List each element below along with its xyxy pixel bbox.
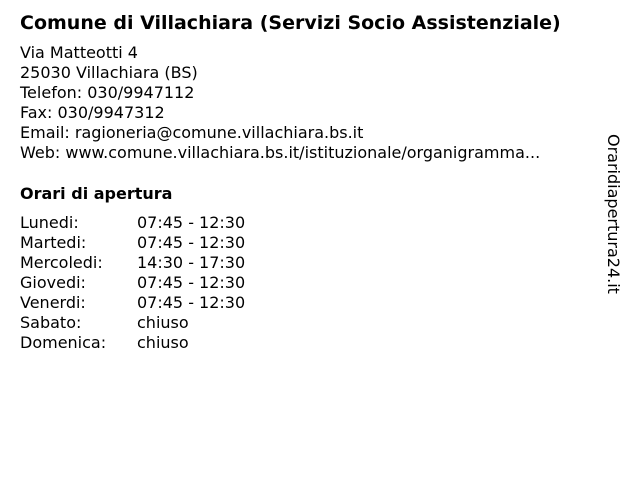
time-value: 14:30 - 17:30 [137, 253, 246, 272]
time-value: chiuso [137, 333, 189, 352]
fax-number: Fax: 030/9947312 [20, 103, 165, 122]
city-address: 25030 Villachiara (BS) [20, 63, 198, 82]
page-title: Comune di Villachiara (Servizi Socio Assistenziale) [20, 12, 561, 34]
hours-row-friday [20, 293, 320, 313]
hours-row-thursday [20, 273, 320, 293]
day-label: Martedi: [20, 233, 87, 252]
website-url: Web: www.comune.villachiara.bs.it/istituzionale/organigramma... [20, 143, 541, 162]
day-label: Sabato: [20, 313, 82, 332]
day-label: Lunedi: [20, 213, 79, 232]
day-label: Venerdi: [20, 293, 86, 312]
day-label: Mercoledi: [20, 253, 103, 272]
address-block [20, 43, 540, 163]
day-label: Domenica: [20, 333, 107, 352]
time-value: 07:45 - 12:30 [137, 213, 246, 232]
opening-hours-heading: Orari di apertura [20, 184, 173, 203]
street-address: Via Matteotti 4 [20, 43, 138, 62]
hours-row-tuesday [20, 233, 320, 253]
day-label: Giovedi: [20, 273, 86, 292]
time-value: 07:45 - 12:30 [137, 293, 246, 312]
hours-row-monday [20, 213, 320, 233]
phone-number: Telefon: 030/9947112 [20, 83, 195, 102]
site-watermark: Oraridiapertura24.it [604, 134, 623, 294]
email-address: Email: ragioneria@comune.villachiara.bs.it [20, 123, 364, 142]
time-value: 07:45 - 12:30 [137, 233, 246, 252]
time-value: chiuso [137, 313, 189, 332]
hours-row-wednesday [20, 253, 320, 273]
hours-row-saturday [20, 313, 320, 333]
opening-hours-table [20, 213, 320, 353]
hours-row-sunday [20, 333, 320, 353]
time-value: 07:45 - 12:30 [137, 273, 246, 292]
